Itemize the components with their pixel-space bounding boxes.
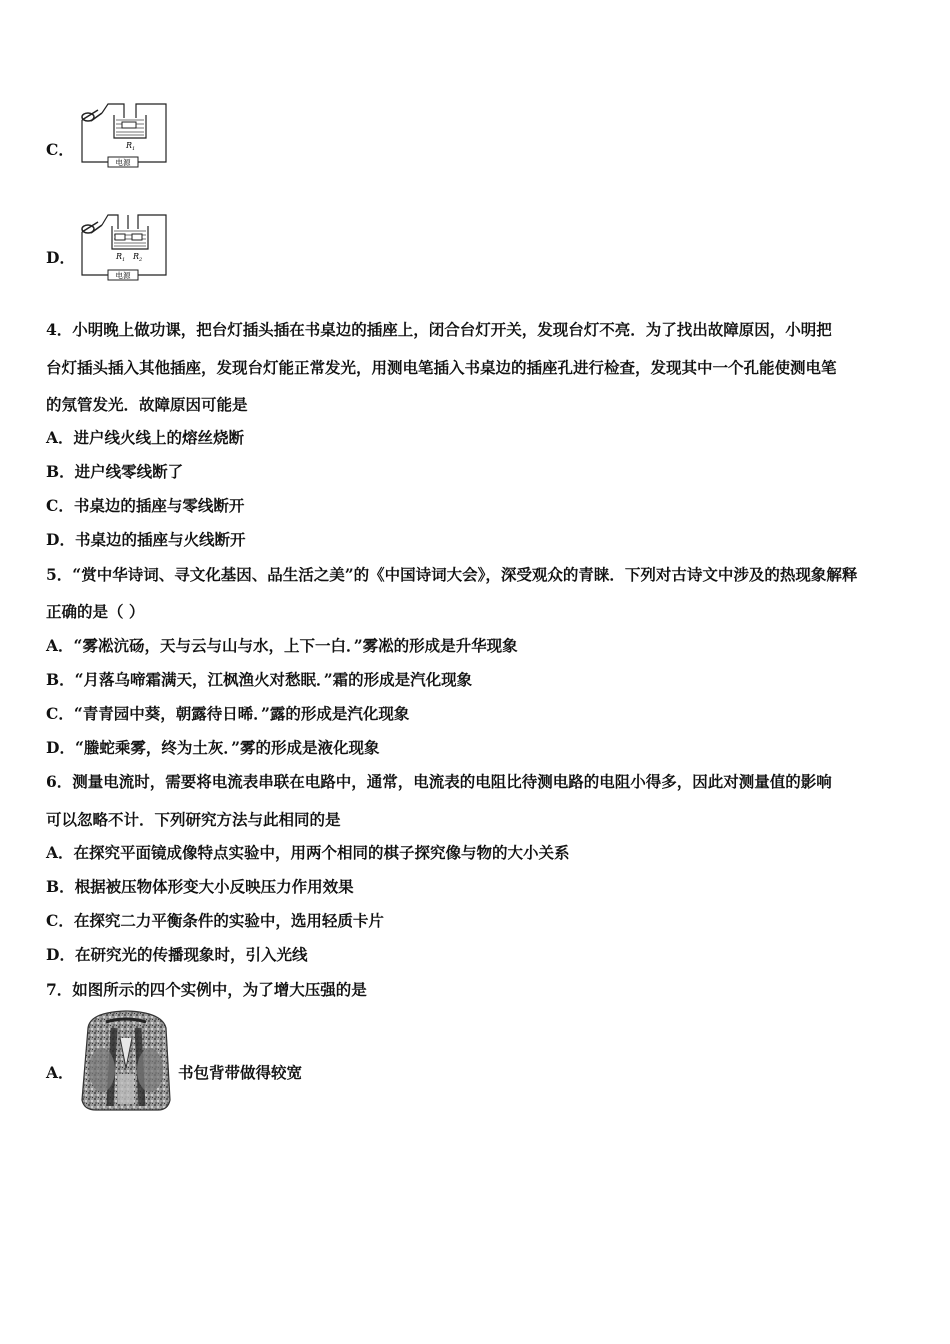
q7-option-a-label: A． [46, 1063, 74, 1082]
resistor-label: $R_1$ [126, 141, 136, 152]
option-c-label: C． [46, 140, 74, 159]
q7-option-a-caption: 书包背带做得较宽 [178, 1063, 303, 1082]
resistor-1-label: $R_1$ [116, 252, 126, 263]
q6-stem-line-2: 可以忽略不计．下列研究方法与此相同的是 [46, 810, 341, 829]
q7-stem: 7．如图所示的四个实例中，为了增大压强的是 [46, 980, 367, 999]
q4-option-c: C．书桌边的插座与零线断开 [46, 496, 245, 515]
q5-option-a: A．“雾凇沆砀，天与云与山与水，上下一白．”雾凇的形成是升华现象 [46, 636, 518, 655]
q5-option-c: C．“青青园中葵，朝露待日晞．”露的形成是汽化现象 [46, 704, 410, 723]
circuit-diagram-single-resistor [78, 100, 170, 170]
q5-stem-line-2: 正确的是（ ） [46, 602, 145, 621]
q6-stem-line-1: 6．测量电流时，需要将电流表串联在电路中，通常，电流表的电阻比待测电路的电阻小得多，因此对测量值的影响 [46, 772, 832, 791]
resistor-2-label: $R_2$ [133, 252, 143, 263]
backpack-image [76, 1008, 176, 1112]
q4-option-a: A．进户线火线上的熔丝烧断 [46, 428, 245, 447]
option-d-label: D． [46, 248, 75, 267]
q5-option-b: B．“月落乌啼霜满天，江枫渔火对愁眠．”霜的形成是汽化现象 [46, 670, 473, 689]
q5-stem-line-1: 5．“赏中华诗词、寻文化基因、品生活之美”的《中国诗词大会》，深受观众的青睐．下列对古诗文中涉及的热现象解释 [46, 565, 858, 584]
power-source-label: 电源 [115, 158, 131, 167]
power-source-label: 电源 [115, 271, 131, 280]
q6-option-b: B．根据被压物体形变大小反映压力作用效果 [46, 877, 354, 896]
switch-icon [82, 222, 102, 233]
q4-stem-line-3: 的氖管发光．故障原因可能是 [46, 395, 248, 414]
q4-stem-line-1: 4．小明晚上做功课，把台灯插头插在书桌边的插座上，闭合台灯开关，发现台灯不亮．为了找出故障原因，小明把 [46, 320, 832, 339]
q4-option-b: B．进户线零线断了 [46, 462, 184, 481]
q4-stem-line-2: 台灯插头插入其他插座，发现台灯能正常发光，用测电笔插入书桌边的插座孔进行检查，发现其中一个孔能使测电笔 [46, 358, 837, 377]
q4-option-d: D．书桌边的插座与火线断开 [46, 530, 246, 549]
q6-option-d: D．在研究光的传播现象时，引入光线 [46, 945, 308, 964]
circuit-diagram-two-resistors [78, 211, 170, 283]
q6-option-c: C．在探究二力平衡条件的实验中，选用轻质卡片 [46, 911, 384, 930]
q5-option-d: D．“螣蛇乘雾，终为土灰．”雾的形成是液化现象 [46, 738, 380, 757]
q6-option-a: A．在探究平面镜成像特点实验中，用两个相同的棋子探究像与物的大小关系 [46, 843, 570, 862]
switch-icon [82, 110, 102, 121]
